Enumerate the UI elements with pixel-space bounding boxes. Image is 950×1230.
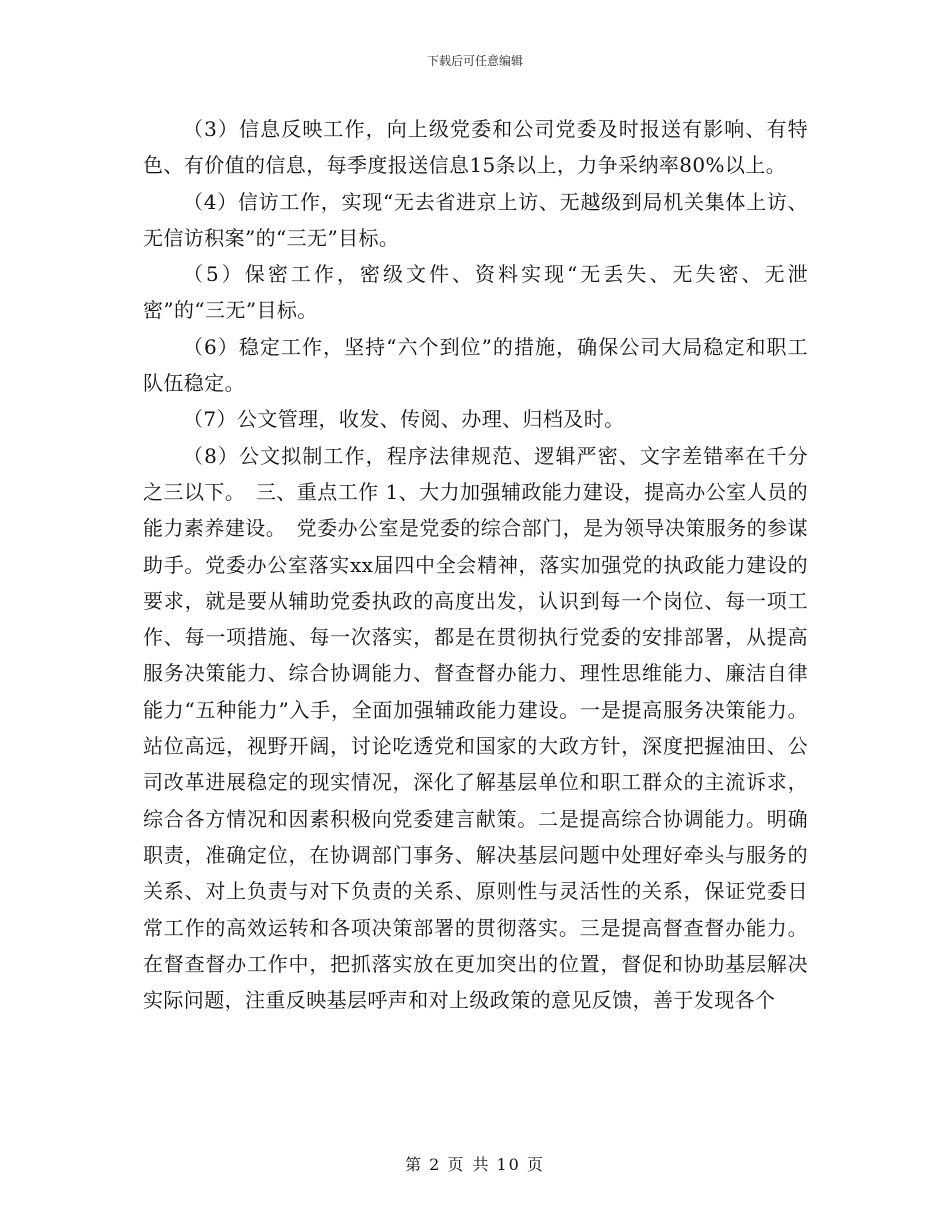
paragraph-5-confidentiality: （5）保密工作，密级文件、资料实现“无丢失、无失密、无泄密”的“三无”目标。 — [143, 262, 808, 323]
footer-suffix: 页 — [526, 1155, 545, 1174]
document-body — [143, 111, 808, 1018]
footer-page-number: 2 — [429, 1155, 442, 1174]
paragraph-3-info-report: （3）信息反映工作，向上级党委和公司党委及时报送有影响、有特色、有价值的信息，每季度报送信息15条以上，力争采纳率80%以上。 — [143, 117, 808, 178]
paragraph-8-document-drafting: （8）公文拟制工作，程序法律规范、逻辑严密、文字差错率在千分之三以下。 三、重点工作 1、大力加强辅政能力建设，提高办公室人员的能力素养建设。 党委办公室是党委的综合部门，是为领导决策服务的参谋助手。党委办公室落实xx届四中全会精神，落实加强党的执政能力建设的要求，就是要从辅助党委执政的高度出发，认识到每一个岗位、每一项工作、每一项措施、每一次落实，都是在贯彻执行党委的安排部署，从提高服务决策能力、综合协调能力、督查督办能力、理性思维能力、廉洁自律能力“五种能力”入手，全面加强辅政能力建设。一是提高服务决策能力。站位高远，视野开阔，讨论吃透党和国家的大政方针，深度把握油田、公司改革进展稳定的现实情况，深化了解基层单位和职工群众的主流诉求，综合各方情况和因素积极向党委建言献策。二是提高综合协调能力。明确职责，准确定位，在协调部门事务、解决基层问题中处理好牵头与服务的关系、对上负责与对下负责的关系、原则性与灵活性的关系，保证党委日常工作的高效运转和各项决策部署的贯彻落实。三是提高督查督办能力。在督查督办工作中，把抓落实放在更加突出的位置，督促和协助基层解决实际问题，注重反映基层呼声和对上级政策的意见反馈，善于发现各个 — [143, 443, 808, 1013]
paragraph-4-petition: （4）信访工作，实现“无去省进京上访、无越级到局机关集体上访、无信访积案”的“三无”目标。 — [143, 189, 808, 250]
paragraph-6-stability: （6）稳定工作，坚持“六个到位”的措施，确保公司大局稳定和职工队伍稳定。 — [143, 334, 808, 396]
page-header: 下载后可任意编辑 — [426, 54, 523, 68]
footer-prefix: 第 — [405, 1155, 424, 1174]
footer-total-pages: 10 — [496, 1155, 521, 1174]
page-footer — [0, 1155, 950, 1175]
footer-middle: 页 共 — [447, 1155, 491, 1174]
paragraph-7-document-management: （7）公文管理，收发、传阅、办理、归档及时。 — [183, 407, 625, 432]
